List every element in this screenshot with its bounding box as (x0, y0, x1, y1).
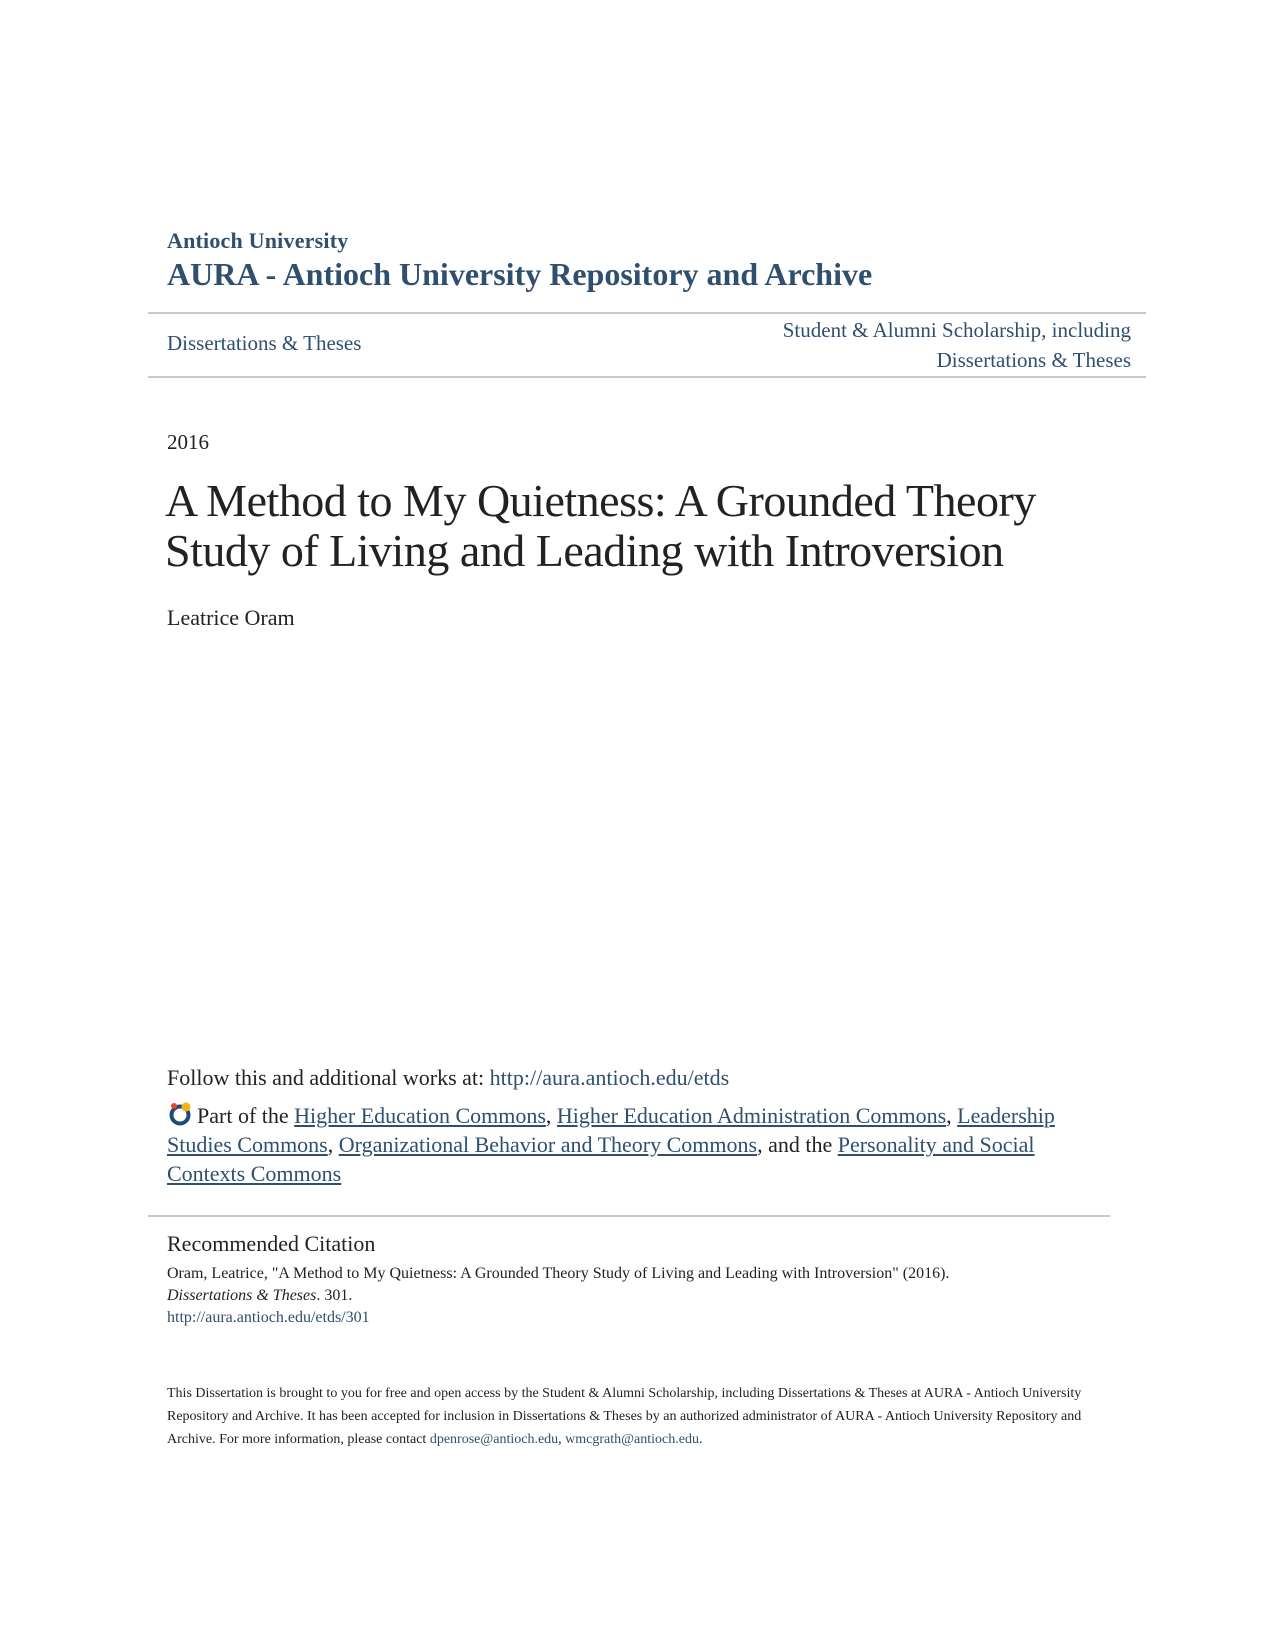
series-link-dissertations[interactable]: Dissertations & Theses (167, 331, 362, 355)
access-statement (167, 1382, 1097, 1451)
citation-heading: Recommended Citation (167, 1231, 376, 1256)
separator: , (545, 1103, 557, 1128)
contact-email-link-1[interactable]: dpenrose@antioch.edu (429, 1432, 559, 1447)
institution-name: Antioch University (167, 228, 349, 253)
email-separator: , (558, 1432, 566, 1447)
citation-body (167, 1263, 1097, 1329)
citation-divider (148, 1215, 1110, 1217)
commons-link-leadership-studies[interactable]: Leadership Studies Commons (167, 1103, 1055, 1157)
part-of-commons (167, 1101, 1097, 1188)
title-line-2: Study of Living and Leading with Introversion (165, 525, 1004, 576)
follow-url-link[interactable]: http://aura.antioch.edu/etds (489, 1065, 730, 1090)
commons-link-higher-education[interactable]: Higher Education Commons (294, 1103, 546, 1128)
contact-email-link-2[interactable]: wmcgrath@antioch.edu (565, 1432, 699, 1447)
part-of-prefix: Part of the (197, 1103, 295, 1128)
citation-url-link[interactable]: http://aura.antioch.edu/etds/301 (167, 1309, 370, 1326)
series-link-scholarship[interactable] (701, 315, 1131, 375)
title-line-1: A Method to My Quietness: A Grounded Theory (165, 475, 1036, 526)
series-right-line2: Dissertations & Theses (936, 348, 1131, 372)
follow-label: Follow this and additional works at: (167, 1065, 490, 1090)
series-right-line1: Student & Alumni Scholarship, including (782, 318, 1131, 342)
network-icon (167, 1101, 193, 1127)
citation-journal: Dissertations & Theses (167, 1287, 317, 1304)
author-name: Leatrice Oram (167, 605, 295, 630)
commons-link-higher-education-administration[interactable]: Higher Education Administration Commons (556, 1103, 947, 1128)
commons-link-personality-social-contexts[interactable]: Personality and Social Contexts Commons (167, 1132, 1035, 1186)
work-title (165, 476, 1125, 576)
header-divider-bottom (148, 376, 1146, 378)
separator: , (946, 1103, 958, 1128)
publication-year: 2016 (167, 430, 209, 454)
citation-number: . 301. (316, 1287, 353, 1304)
access-statement-text: This Dissertation is brought to you for free and open access by the Student & Alumni Scholarship, including Dissertations & Theses at AURA - Antioch University Repository and Archive. It has been accepted for inclusion in Dissertations & Theses by an authorized administrator of AURA - Antioch University Repository and Archive. For more information, please contact (167, 1386, 1082, 1447)
follow-works (167, 1065, 729, 1091)
statement-end: . (698, 1432, 703, 1447)
citation-text: Oram, Leatrice, "A Method to My Quietness: A Grounded Theory Study of Living and Leading with Introversion" (2016). (167, 1265, 950, 1282)
conjunction: , and the (757, 1132, 838, 1157)
commons-link-organizational-behavior[interactable]: Organizational Behavior and Theory Commons (338, 1132, 758, 1157)
repository-link[interactable]: AURA - Antioch University Repository and Archive (167, 256, 873, 292)
header-divider-top (148, 312, 1146, 314)
separator: , (327, 1132, 339, 1157)
